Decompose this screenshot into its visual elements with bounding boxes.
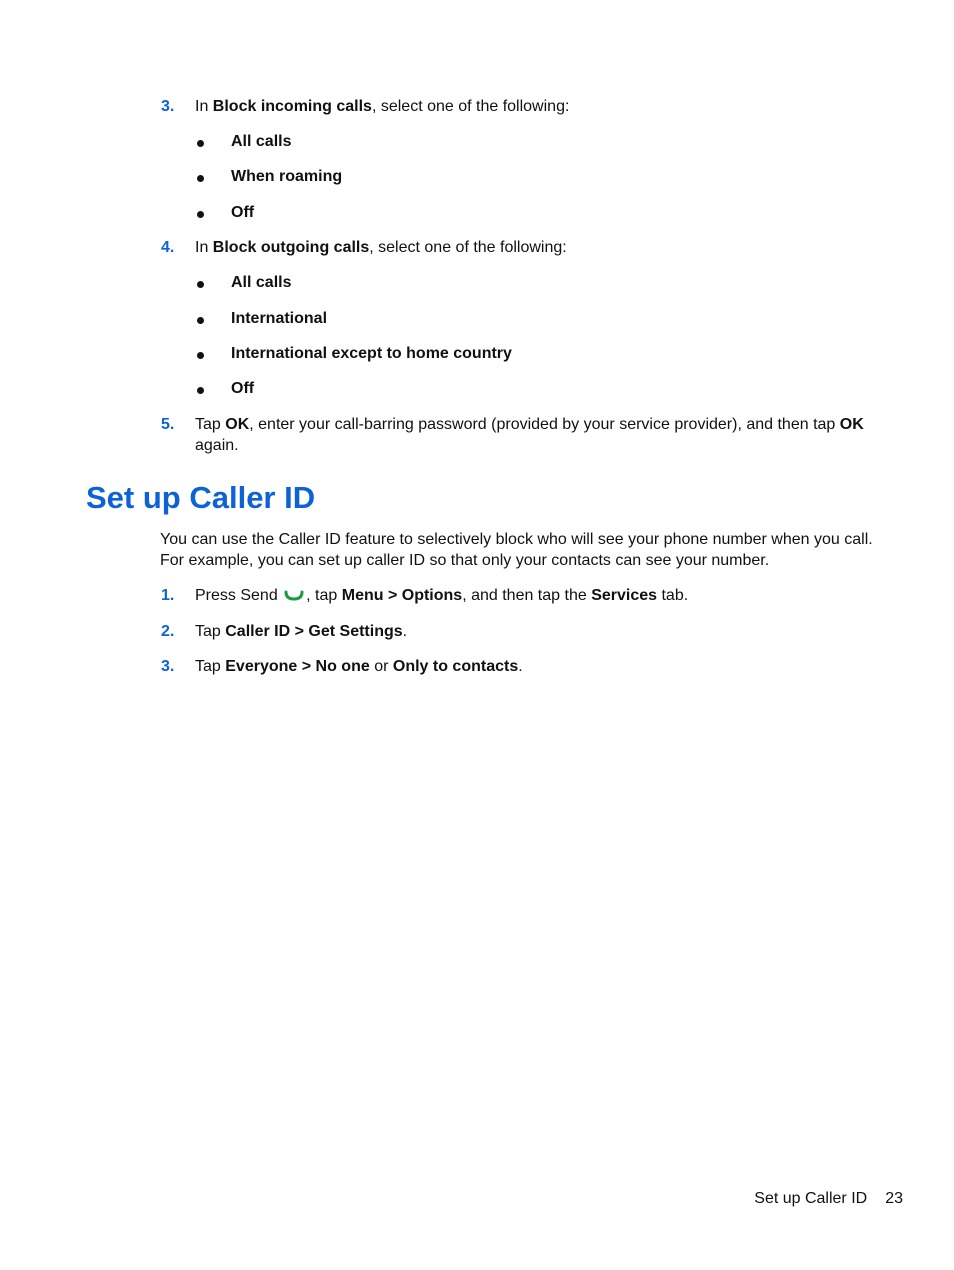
bullet-icon [197,387,204,394]
step-number: 3. [161,98,175,115]
step-number: 3. [161,658,175,675]
step-number: 2. [161,623,175,640]
phone-send-icon [284,589,304,607]
text: , and then tap the [462,587,592,604]
bullet-icon [197,352,204,359]
page-footer [754,1190,903,1208]
text: , select one of the following: [371,98,570,115]
ok-label: OK [225,416,250,433]
step-number: 1. [161,587,175,604]
bullet-icon [197,211,204,218]
list-item: All calls [231,274,292,291]
step-text [195,98,569,116]
text: or [369,658,393,675]
list-item: International except to home country [231,345,512,362]
step-text [195,658,523,676]
text: . [518,658,523,675]
list-item: International [231,310,328,327]
option-name: Block incoming calls [212,98,372,115]
list-item: When roaming [231,168,343,185]
step-number: 4. [161,239,175,256]
text: Tap [195,658,226,675]
bullet-icon [197,140,204,147]
list-item: Off [231,380,255,397]
text: , enter your call-barring password (provided by your service provider), and then tap [249,416,840,433]
step-text [195,587,688,607]
option-name: Only to contacts [392,658,519,675]
menu-path: Caller ID > Get Settings [225,623,403,640]
step-text [195,239,567,257]
page-number: 23 [885,1190,903,1207]
text: . [402,623,408,640]
option-name: Block outgoing calls [212,239,370,256]
list-item: All calls [231,133,292,150]
footer-section-title: Set up Caller ID [754,1190,868,1207]
text: , select one of the following: [369,239,567,256]
text: In [195,239,213,256]
text: Tap [195,416,226,433]
step-number: 5. [161,416,175,433]
bullet-icon [197,317,204,324]
menu-path: Everyone > No one [225,658,370,675]
list-item: Off [231,204,255,221]
step-text [195,414,885,456]
step-text [195,623,407,641]
text: Tap [195,623,226,640]
text: In [195,98,213,115]
ok-label: OK [839,416,864,433]
text: tab. [657,587,689,604]
text: , tap [306,587,342,604]
tab-name: Services [591,587,658,604]
bullet-icon [197,281,204,288]
text: Press Send [195,587,283,604]
intro-paragraph: You can use the Caller ID feature to selectively block who will see your phone number when you call. For example, you can set up caller ID so that only your contacts can see your number. [160,531,873,569]
text: again. [195,437,239,454]
menu-path: Menu > Options [341,587,463,604]
section-title: Set up Caller ID [86,480,316,515]
bullet-icon [197,175,204,182]
